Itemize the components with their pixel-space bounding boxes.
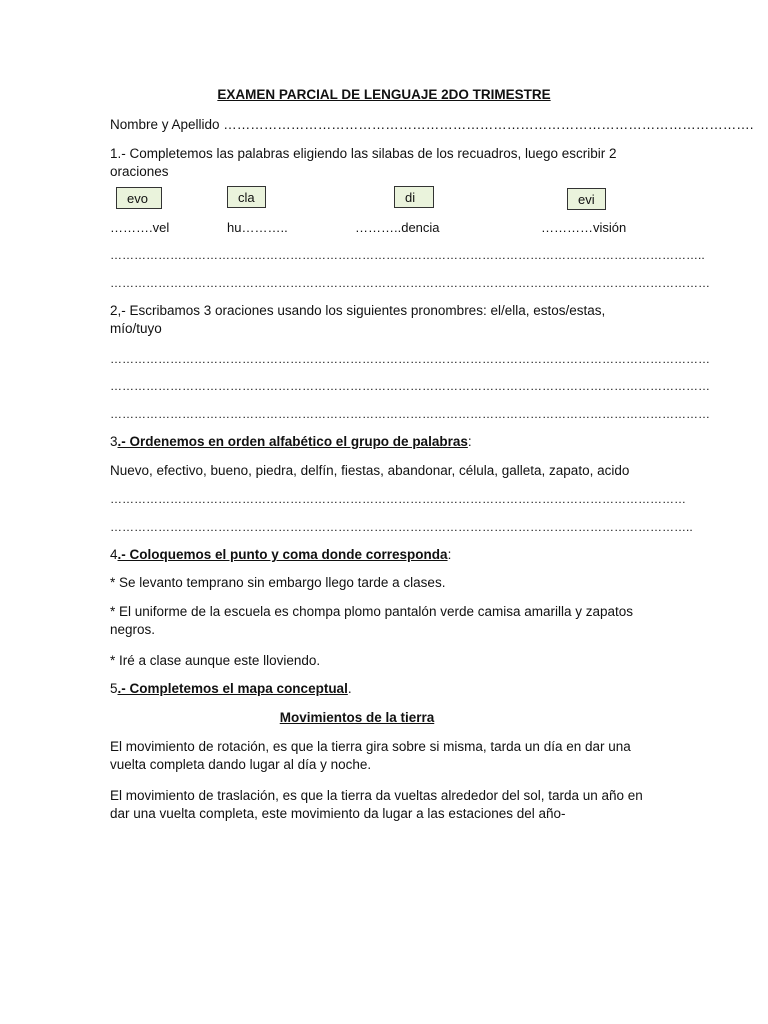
q4-heading-text: .- Coloquemos el punto y coma donde corresponda	[117, 547, 448, 562]
q3-suffix: :	[467, 434, 472, 449]
blank-word-4: …………visión	[541, 220, 627, 235]
q4-item: * Iré a clase aunque este lloviendo.	[110, 653, 321, 668]
q4-number: 4	[110, 547, 118, 562]
blank-word-1: ……….vel	[110, 220, 170, 235]
q5-suffix: .	[347, 681, 352, 696]
q1-prompt: 1.- Completemos las palabras eligiendo las silabas de los recuadros, luego escribir 2 oraciones	[110, 146, 617, 179]
syllable-box-label: evi	[578, 192, 595, 207]
name-line: Nombre y Apellido ……………………………………………………………………………………………………….	[110, 117, 754, 132]
paragraph-translation: El movimiento de traslación, es que la tierra da vueltas alrededor del sol, tarda un año en dar una vuelta completa, este movimiento da lugar a las estaciones del año-	[110, 788, 643, 821]
q3-heading-text: .- Ordenemos en orden alfabético el grupo de palabras	[117, 434, 468, 449]
syllable-box-label: cla	[238, 190, 255, 205]
answer-line: ……………………………………………………………………………………………………………………………………	[110, 352, 710, 366]
answer-line: ………………………………………………………………………………………………………………………………..	[110, 520, 693, 534]
blank-word-2: hu………..	[227, 220, 288, 235]
q4-item: * Se levanto temprano sin embargo llego tarde a clases.	[110, 575, 446, 590]
q3-number: 3	[110, 434, 118, 449]
q5-number: 5	[110, 681, 118, 696]
q5-heading	[110, 680, 352, 698]
concept-map-title: Movimientos de la tierra	[279, 710, 435, 725]
q5-heading-text: .- Completemos el mapa conceptual	[117, 681, 348, 696]
q4-suffix: :	[447, 547, 452, 562]
blank-word-3: ………..dencia	[355, 220, 440, 235]
answer-line: ……………………………………………………………………………………………………………………………………	[110, 276, 710, 290]
q3-heading	[110, 433, 472, 451]
answer-line: …………………………………………………………………………………………………………………………………..	[110, 248, 705, 262]
syllable-box-evo	[116, 187, 162, 209]
q2-prompt: 2,- Escribamos 3 oraciones usando los siguientes pronombres: el/ella, estos/estas, mío/tuyo	[110, 303, 606, 336]
syllable-box-label: evo	[127, 191, 148, 206]
q3-words: Nuevo, efectivo, bueno, piedra, delfín, fiestas, abandonar, célula, galleta, zapato, acido	[110, 463, 630, 478]
syllable-box-label: di	[405, 190, 416, 205]
page-title: EXAMEN PARCIAL DE LENGUAJE 2DO TRIMESTRE	[217, 87, 551, 102]
syllable-box-cla	[227, 186, 266, 208]
q4-item: * El uniforme de la escuela es chompa plomo pantalón verde camisa amarilla y zapatos negros.	[110, 604, 634, 637]
answer-line: ………………………………………………………………………………………………………………………………	[110, 492, 686, 506]
paragraph-rotation: El movimiento de rotación, es que la tierra gira sobre si misma, tarda un día en dar una vuelta completa dando lugar al día y noche.	[110, 739, 631, 772]
answer-line: ……………………………………………………………………………………………………………………………………	[110, 379, 710, 393]
answer-line: ……………………………………………………………………………………………………………………………………	[110, 407, 710, 421]
syllable-box-di	[394, 186, 434, 208]
q4-heading	[110, 546, 451, 564]
syllable-box-evi	[567, 188, 606, 210]
